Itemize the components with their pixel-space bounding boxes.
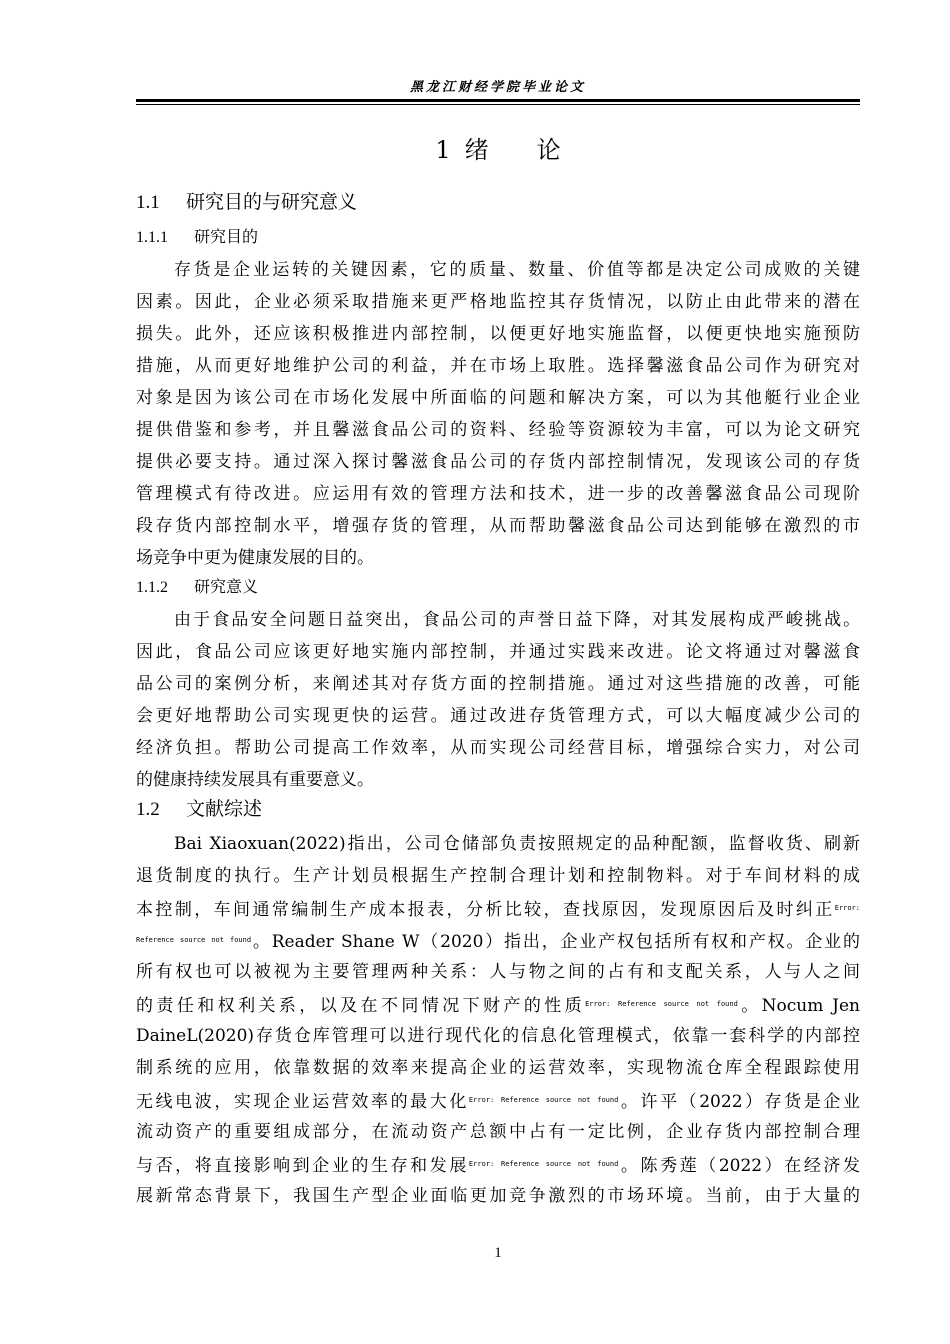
text-line: 经济负担。帮助公司提高工作效率，从而实现公司经营目标，增强综合实力，对公司 [136,738,860,758]
reference-error-marker: Error: [834,904,860,912]
text-segment: 。Reader Shane W（2020）指出，企业产权包括所有权和产权。企业的 [251,932,860,952]
text-line [136,1148,860,1180]
text-line [136,892,860,924]
section-heading-1-2 [136,796,262,823]
running-header: 黑龙江财经学院毕业论文 [409,80,586,95]
text-line [136,1084,860,1116]
text-segment: 。Nocum Jen [737,996,860,1016]
text-line: 品公司的案例分析，来阐述其对存货方面的控制措施。通过对这些措施的改善，可能 [136,674,860,694]
text-line: 损失。此外，还应该积极推进内部控制，以便更好地实施监督，以便更快地实施预防 [136,324,860,344]
text-line: 段存货内部控制水平，增强存货的管理，从而帮助馨滋食品公司达到能够在激烈的市 [136,516,860,536]
text-line: DaineL(2020)存货仓库管理可以进行现代化的信息化管理模式，依靠一套科学的内部控 [136,1026,860,1046]
text-line: 会更好地帮助公司实现更快的运营。通过改进存货管理方式，可以大幅度减少公司的 [136,706,860,726]
subsection-number: 1.1.2 [136,579,168,596]
section-title: 研究目的与研究意义 [186,191,358,213]
chapter-number: 1 [435,136,451,164]
chapter-title-char-1: 绪 [464,136,489,164]
section-title: 文献综述 [186,798,263,820]
text-segment: 。陈秀莲（2022）在经济发 [618,1156,861,1176]
text-line [136,988,860,1020]
text-line: 制系统的应用，依靠数据的效率来提高企业的运营效率，实现物流仓库全程跟踪使用 [136,1058,860,1078]
text-line: 管理模式有待改进。应运用有效的管理方法和技术，进一步的改善馨滋食品公司现阶 [136,484,860,504]
text-segment: 本控制，车间通常编制生产成本报表，分析比较，查找原因，发现原因后及时纠正 [136,900,835,920]
subsection-title: 研究目的 [194,227,259,246]
subsection-title: 研究意义 [194,577,259,596]
subsection-heading-1-1-1 [136,226,258,249]
text-line: 提供必要支持。通过深入探讨馨滋食品公司的存货内部控制情况，发现该公司的存货 [136,452,860,472]
text-line: Bai Xiaoxuan(2022)指出，公司仓储部负责按照规定的品种配额，监督收货、刷新 [174,834,860,854]
reference-error-marker: Error: Reference source not found [468,1160,619,1168]
text-line [136,924,860,956]
subsection-number: 1.1.1 [136,229,168,246]
section-number: 1.1 [136,192,160,213]
text-line: 因素。因此，企业必须采取措施来更严格地监控其存货情况，以防止由此带来的潜在 [136,292,860,312]
section-number: 1.2 [136,799,160,820]
text-line: 提供借鉴和参考，并且馨滋食品公司的资料、经验等资源较为丰富，可以为论文研究 [136,420,860,440]
chapter-title-char-2: 论 [536,136,561,164]
page-number: 1 [494,1245,502,1261]
reference-error-marker: Error: Reference source not found [585,1000,738,1008]
text-segment: 的责任和权利关系，以及在不同情况下财产的性质 [136,996,586,1016]
chapter-title [136,134,860,166]
text-segment: 与否，将直接影响到企业的生存和发展 [136,1156,469,1176]
reference-error-marker: Error: Reference source not found [468,1096,619,1104]
subsection-heading-1-1-2 [136,576,258,599]
text-line: 流动资产的重要组成部分，在流动资产总额中占有一定比例，企业存货内部控制合理 [136,1122,860,1142]
text-segment: 无线电波，实现企业运营效率的最大化 [136,1092,469,1112]
text-segment: 。许平（2022）存货是企业 [618,1092,861,1112]
text-line: 的健康持续发展具有重要意义。 [136,770,374,790]
paragraph-literature-review [136,828,860,1212]
paragraph-research-significance [136,604,860,796]
header-rule-thick [136,99,860,102]
text-line: 对象是因为该公司在市场化发展中所面临的问题和解决方案，可以为其他艇行业企业 [136,388,860,408]
text-line: 场竞争中更为健康发展的目的。 [136,548,374,568]
text-line: 所有权也可以被视为主要管理两种关系：人与物之间的占有和支配关系，人与人之间 [136,962,860,982]
text-line: 存货是企业运转的关键因素，它的质量、数量、价值等都是决定公司成败的关键 [174,260,860,280]
text-line: 退货制度的执行。生产计划员根据生产控制合理计划和控制物料。对于车间材料的成 [136,866,860,886]
text-line: 由于食品安全问题日益突出，食品公司的声誉日益下降，对其发展构成严峻挑战。 [174,610,860,630]
paragraph-research-purpose [136,254,860,574]
text-line: 因此，食品公司应该更好地实施内部控制，并通过实践来改进。论文将通过对馨滋食 [136,642,860,662]
text-line: 措施，从而更好地维护公司的利益，并在市场上取胜。选择馨滋食品公司作为研究对 [136,356,860,376]
section-heading-1-1 [136,189,357,216]
reference-error-marker: Reference source not found [136,936,252,944]
header-rule-thin [136,104,860,105]
text-line: 展新常态背景下，我国生产型企业面临更加竞争激烈的市场环境。当前，由于大量的 [136,1186,860,1206]
